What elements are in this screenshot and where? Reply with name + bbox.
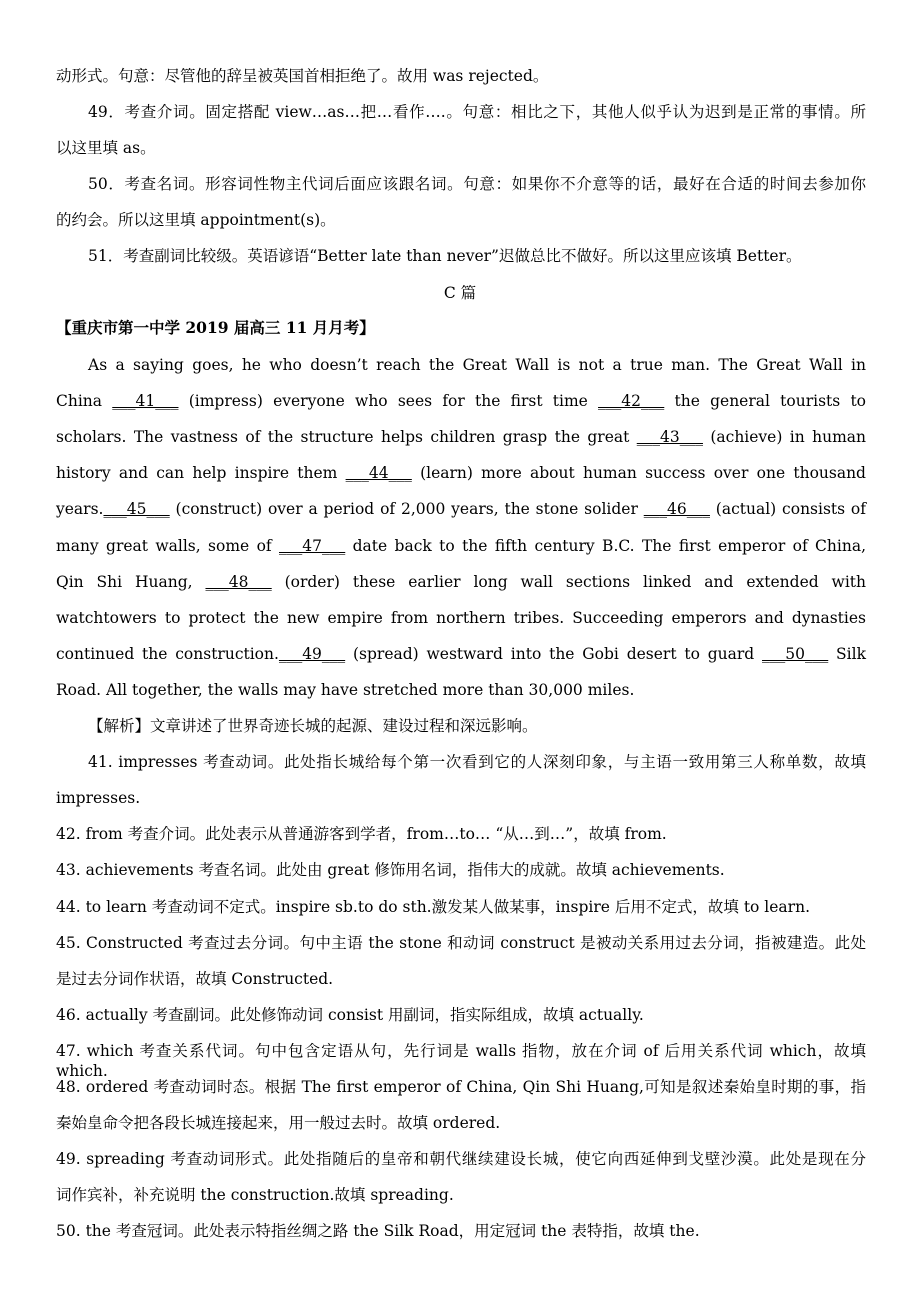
analysis-line: 47. which 考查关系代词。句中包含定语从句，先行词是 walls 指物，放在介词 of 后用关系代词 which，故填 which. (56, 1041, 866, 1080)
passage-text: history and can help inspire them (56, 464, 346, 483)
passage-text: (construct) over a period of 2,000 years, the stone solider (169, 500, 644, 519)
source-heading: 【重庆市第一中学 2019 届高三 11 月月考】 (56, 318, 375, 337)
passage-line (56, 572, 866, 592)
passage-text: many great walls, some of (56, 536, 280, 555)
cloze-blank: ___42___ (598, 392, 665, 411)
analysis-line: 41. impresses 考查动词。此处指长城给每个第一次看到它的人深刻印象，与主语一致用第三人称单数，故填 (88, 753, 866, 772)
passage-text: years. (56, 500, 104, 519)
passage-text: China (56, 392, 113, 411)
analysis-line: 49. spreading 考查动词形式。此处指随后的皇帝和朝代继续建设长城，使它向西延伸到戈壁沙漠。此处是现在分 (56, 1150, 866, 1169)
passage-text: continued the construction. (56, 644, 279, 663)
passage-text: (learn) more about human success over one thousand (411, 464, 866, 483)
cloze-blank: ___43___ (636, 428, 703, 447)
analysis-line: 秦始皇命令把各段长城连接起来，用一般过去时。故填 ordered. (56, 1114, 501, 1133)
cloze-blank: ___48___ (205, 572, 272, 591)
analysis-line: 44. to learn 考查动词不定式。inspire sb.to do sth.激发某人做某事，inspire 后用不定式，故填 to learn. (56, 897, 810, 916)
passage-line (56, 536, 866, 556)
passage-text: (spread) westward into the Gobi desert to guard (345, 644, 763, 663)
text-line: 以这里填 as。 (56, 139, 156, 157)
passage-line (56, 427, 866, 447)
text-line: 动形式。句意：尽管他的辞呈被英国首相拒绝了。故用 was rejected。 (56, 67, 549, 85)
cloze-blank: ___47___ (279, 536, 346, 555)
passage-text: the general tourists to (664, 392, 867, 411)
passage-line (56, 499, 866, 519)
analysis-line: 是过去分词作状语，故填 Constructed. (56, 969, 334, 988)
section-heading: C 篇 (443, 284, 477, 302)
passage-text: date back to the fifth century B.C. The first emperor of China, (345, 536, 866, 555)
cloze-blank: ___50___ (762, 644, 829, 663)
passage-text: (order) these earlier long wall sections linked and extended with (271, 572, 866, 591)
cloze-blank: ___45___ (103, 500, 170, 519)
cloze-blank: ___49___ (278, 644, 346, 663)
text-line: 的约会。所以这里填 appointment(s)。 (56, 211, 336, 229)
passage-line (56, 463, 866, 483)
passage-text: Qin Shi Huang, (56, 572, 206, 591)
analysis-line: 42. from 考查介词。此处表示从普通游客到学者，from…to… “从…到…”，故填 from. (56, 825, 667, 844)
passage-text: (achieve) in human (702, 428, 866, 447)
text-line: 50．考查名词。形容词性物主代词后面应该跟名词。句意：如果你不介意等的话，最好在合适的时间去参加你 (88, 175, 866, 193)
analysis-line: 45. Constructed 考查过去分词。句中主语 the stone 和动词 construct 是被动关系用过去分词，指被建造。此处 (56, 933, 866, 952)
analysis-line: 48. ordered 考查动词时态。根据 The first emperor of China, Qin Shi Huang,可知是叙述秦始皇时期的事，指 (56, 1078, 866, 1096)
passage-line (56, 391, 866, 411)
passage-text: As a saying goes, he who doesn’t reach the Great Wall is not a true man. The Great Wall in (88, 356, 866, 374)
passage-text: Road. All together, the walls may have stretched more than 30,000 miles. (56, 680, 635, 699)
passage-text: (impress) everyone who sees for the first time (178, 392, 599, 411)
passage-line (88, 355, 866, 375)
passage-line (56, 608, 866, 628)
passage-text: Silk (828, 644, 866, 663)
analysis-line: 50. the 考查冠词。此处表示特指丝绸之路 the Silk Road，用定冠词 the 表特指，故填 the. (56, 1222, 700, 1241)
passage-text: watchtowers to protect the new empire from northern tribes. Succeeding emperors and dynasties (56, 608, 866, 627)
analysis-line: impresses. (56, 789, 141, 808)
analysis-line: 46. actually 考查副词。此处修饰动词 consist 用副词，指实际组成，故填 actually. (56, 1005, 644, 1024)
cloze-blank: ___41___ (112, 392, 179, 411)
passage-text: (actual) consists of (709, 500, 867, 519)
analysis-line: 【解析】文章讲述了世界奇迹长城的起源、建设过程和深远影响。 (88, 717, 538, 735)
text-line: 51．考查副词比较级。英语谚语“Better late than never”迟做总比不做好。所以这里应该填 Better。 (88, 247, 802, 265)
analysis-line: 词作宾补，补充说明 the construction.故填 spreading. (56, 1186, 454, 1205)
cloze-blank: ___44___ (345, 464, 412, 483)
analysis-line: 43. achievements 考查名词。此处由 great 修饰用名词，指伟大的成就。故填 achievements. (56, 861, 725, 880)
text-line: 49．考查介词。固定搭配 view…as…把…看作….。句意：相比之下，其他人似乎认为迟到是正常的事情。所 (88, 103, 866, 121)
passage-line (56, 680, 866, 700)
cloze-blank: ___46___ (643, 500, 710, 519)
passage-line (56, 644, 866, 664)
passage-text: scholars. The vastness of the structure helps children grasp the great (56, 428, 637, 447)
